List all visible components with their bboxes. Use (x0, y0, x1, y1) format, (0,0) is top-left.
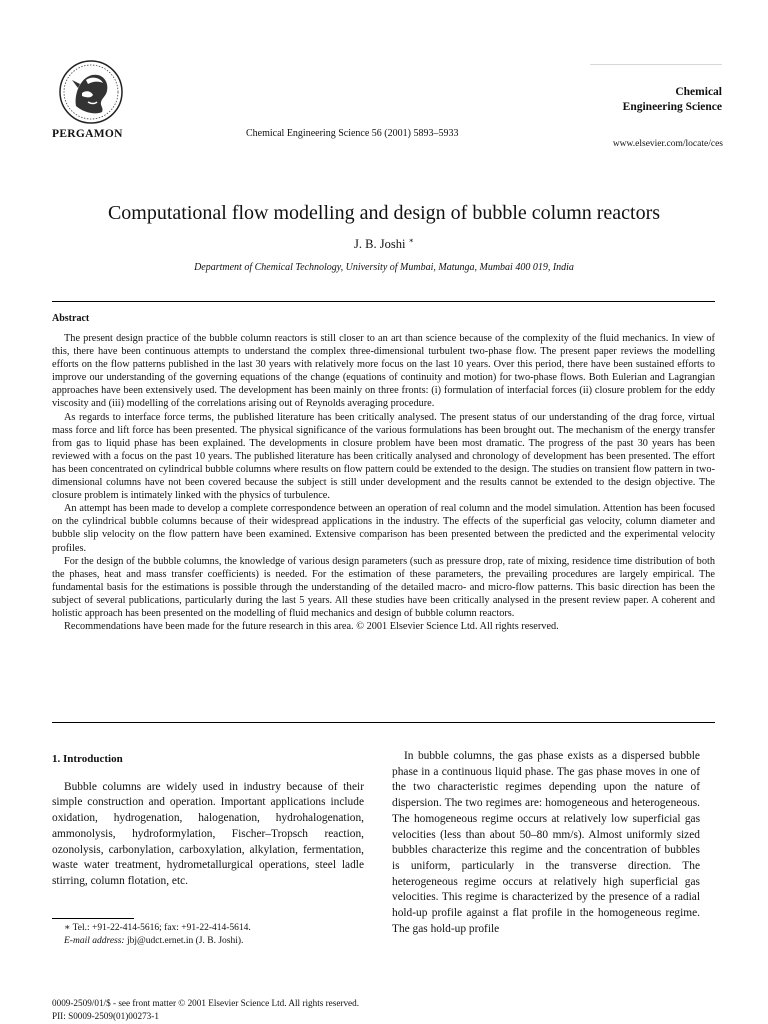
author-footnote-mark: ∗ (408, 236, 414, 245)
email-label: E-mail address: (64, 935, 125, 946)
body-paragraph: Bubble columns are widely used in industry because of their simple construction and operation. Important applications include oxidation, hydrogenation, halogenation, hydrohalogenation, ammonolysis, hydroformylation, Fischer–Tropsch reaction, ozonolysis, carbonylation, carboxylation, alkylation, fermentation, waste water treatment, hydrometallurgical operations, steel ladle stirring, column flotation, etc. (52, 780, 364, 887)
footnote-email (52, 935, 364, 948)
author-name: J. B. Joshi (354, 237, 406, 252)
footnote (52, 922, 364, 947)
abstract-paragraph: For the design of the bubble columns, the knowledge of various design parameters (such as pressure drop, rate of mixing, residence time distribution of both the phases, heat and mass transfer coefficients) is needed. For the estimation of these parameters, the prevailing procedures are largely empirical. The fundamental basis for the estimations is possible through the understanding of the detailed macro- and micro-flow patterns. This basic direction has been the subject of several publications, particularly during the last 5 years. All these studies have been critically analysed in the present review paper. A coherent and holistic approach has been presented on the modelling of fluid mechanics and design of bubble column reactors. (52, 555, 715, 619)
footnote-divider (52, 918, 134, 919)
abstract-heading: Abstract (52, 313, 90, 324)
abstract-paragraph: The present design practice of the bubble column reactors is still closer to an art than science because of the complexity of the fluid mechanics. In view of this, there have been continuous attempts to understand the complex three-dimensional turbulent two-phase flow. The present paper reviews the modelling efforts on the flow patterns published in the last 30 years with relatively more focus on the last 10 years. Over this period, there have been sustained efforts to improve our understanding of the governing equations of the change (equations of continuity and motion) for two-phase flows. Both Eulerian and Lagrangian approaches have been extensively used. The development has been mainly on three fronts: (i) formulation of interfacial forces (ii) closure problem for the eddy viscosity and (iii) modelling of the correlations arising out of Reynolds averaging procedure. (52, 333, 715, 410)
author-line (0, 236, 768, 252)
footnote-contact: ∗ Tel.: +91-22-414-5616; fax: +91-22-414-5614. (64, 923, 251, 933)
copyright-line: 0009-2509/01/$ - see front matter © 2001 Elsevier Science Ltd. All rights reserved. (52, 998, 360, 1008)
author-affiliation: Department of Chemical Technology, University of Mumbai, Matunga, Mumbai 400 019, India (194, 262, 574, 273)
abstract-paragraph: An attempt has been made to develop a complete correspondence between an operation of real column and the model simulation. Attention has been focused on the cylindrical bubble columns because of their widespread applications in the industry. The effects of the superficial gas velocity, column diameter and bubble slip velocity on the flow pattern have been examined. Extensive comparison has been presented between the predicted and the experimental velocity profiles. (52, 503, 715, 554)
pergamon-logo (58, 58, 124, 126)
publisher-name: PERGAMON (52, 128, 123, 140)
abstract-body (52, 332, 715, 633)
journal-masthead (590, 64, 722, 127)
journal-url[interactable]: www.elsevier.com/locate/ces (612, 139, 723, 149)
body-paragraph: In bubble columns, the gas phase exists as a dispersed bubble phase in a continuous liquid phase. The gas phase moves in one of the two characteristic regimes depending upon the nature of dispersion. The two regimes are: homogeneous and heterogeneous. The homogeneous regime occurs at relatively low superficial gas velocities (less than about 50–80 mm/s). Almost uniformly sized bubbles characterize this regime and the concentration of bubbles is uniform, particularly in the transverse direction. The heterogeneous regime occurs at relatively high superficial gas velocities. This regime is characterized by the presence of a radial hold-up profile against a flat profile in the homogeneous regime. The gas hold-up profile (392, 750, 700, 935)
abstract-paragraph: As regards to interface force terms, the published literature has been critically analysed. The present status of our understanding of the drag force, virtual mass force and lift force has been presented. The physical significance of the various formulations has been brought out. The mechanism of the energy transfer from gas to liquid phase has been explained. The developments in closure problem have been most dramatic. The progress of the past 30 years has been reviewed with a focus on the past 10 years. The published literature has been critically analysed and chronology of development has been presented. The effort has been concentrated on cylindrical bubble columns where results on flow pattern could be extended to the design. The studies on transient flow pattern in two-dimensional columns have not been covered because the subject is still under development and the results cannot be extended to the design objective. The closure problem is intimately linked with the physics of turbulence. (52, 411, 715, 502)
abstract-paragraph: Recommendations have been made for the future research in this area. © 2001 Elsevier Science Ltd. All rights reserved. (64, 621, 559, 633)
journal-name-line2: Engineering Science (622, 101, 722, 113)
journal-name-line1: Chemical (675, 86, 722, 98)
email-value[interactable]: jbj@udct.ernet.in (J. B. Joshi). (126, 935, 244, 946)
right-column (392, 749, 700, 937)
left-column (52, 752, 364, 890)
journal-citation: Chemical Engineering Science 56 (2001) 5893–5933 (246, 128, 459, 139)
pii-line: PII: S0009-2509(01)00273-1 (52, 1011, 159, 1021)
article-title: Computational flow modelling and design of bubble column reactors (107, 202, 661, 224)
section-heading: 1. Introduction (52, 753, 123, 765)
page-footer (52, 997, 359, 1023)
abstract-bottom-divider (52, 722, 715, 723)
abstract-top-divider (52, 301, 715, 302)
